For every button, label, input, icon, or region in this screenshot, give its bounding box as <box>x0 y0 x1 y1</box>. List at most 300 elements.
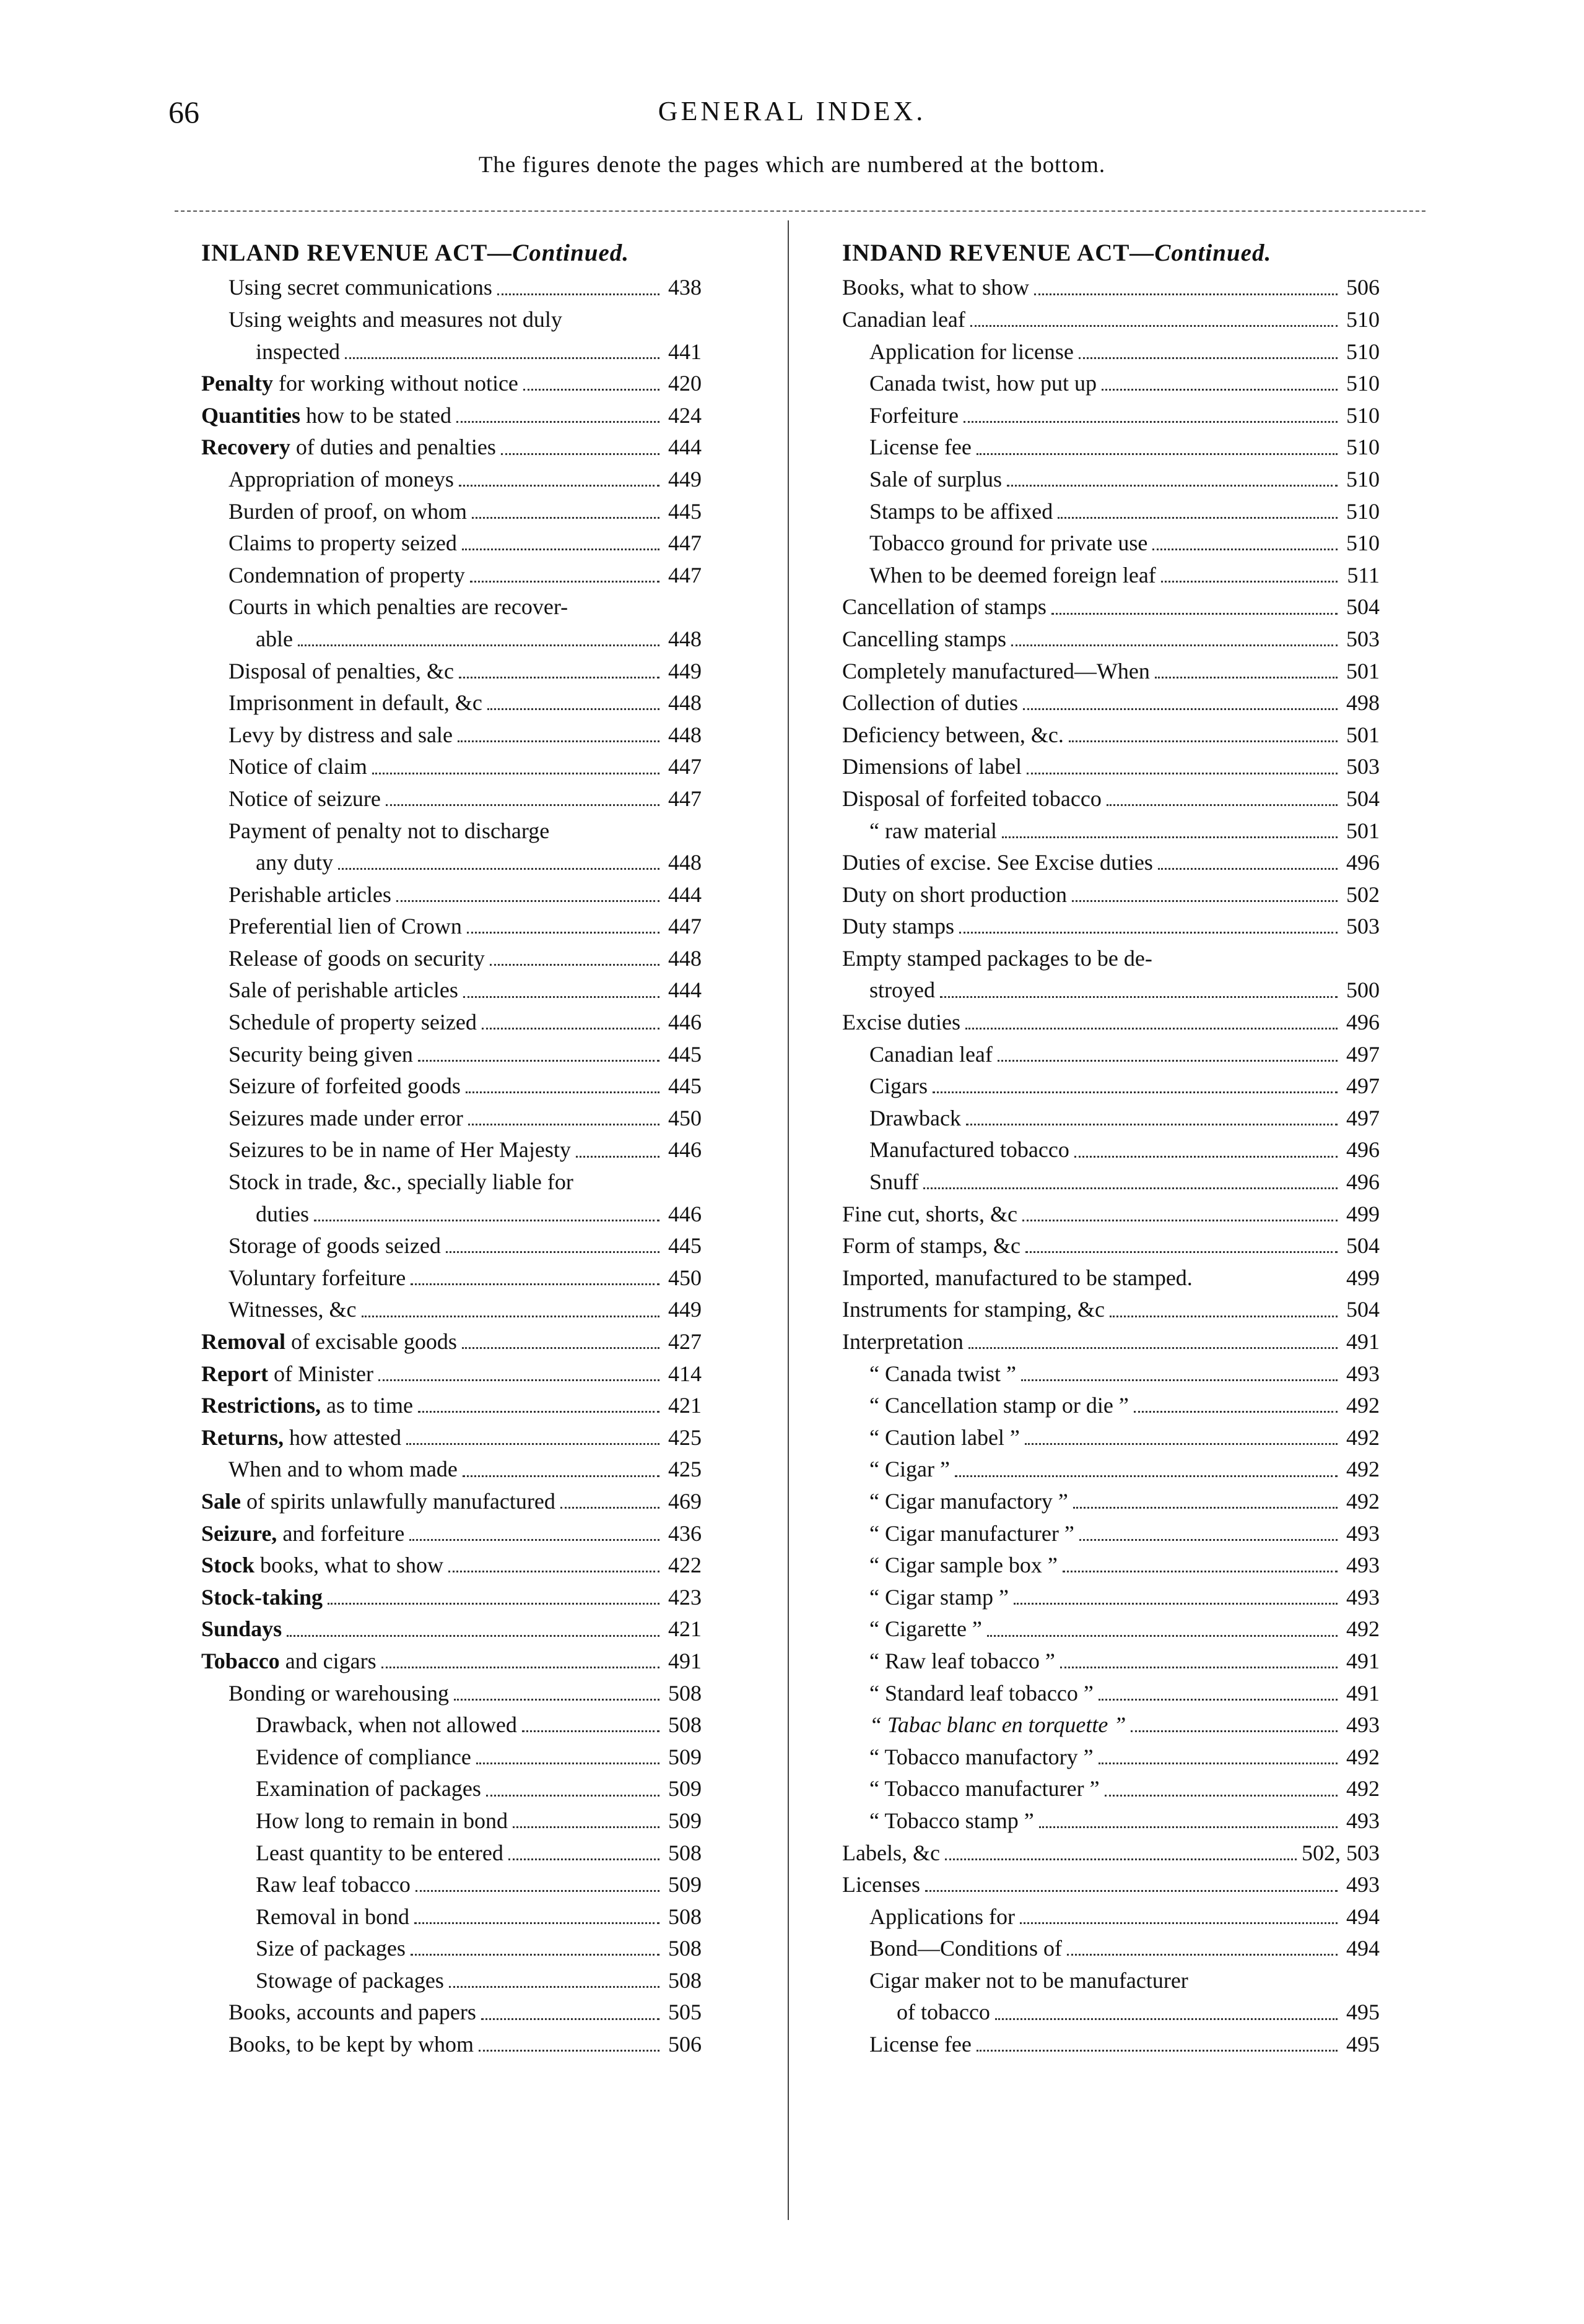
index-entry <box>201 940 702 972</box>
entry-label <box>228 1105 463 1132</box>
entry-label <box>256 1712 517 1738</box>
leader-dots <box>1105 1795 1338 1797</box>
entry-text: how to be stated <box>300 402 451 428</box>
index-entry <box>201 1228 702 1260</box>
right-column-heading <box>842 237 1380 269</box>
entry-text: Collection of duties <box>842 690 1018 716</box>
leader-dots <box>487 708 659 710</box>
leader-dots <box>508 1858 659 1860</box>
entry-page-number: 508 <box>668 1967 702 1993</box>
entry-page-number: 444 <box>668 978 702 1003</box>
leader-dots <box>1099 1763 1338 1764</box>
entry-label <box>228 1009 477 1036</box>
index-entry <box>842 1707 1380 1739</box>
entry-label <box>842 753 1022 780</box>
entry-text: Courts in which penalties are recover- <box>228 594 568 620</box>
leader-dots <box>378 1379 659 1381</box>
entry-page-number: 503 <box>1346 626 1380 651</box>
entry-page-number: 493 <box>1346 1712 1380 1738</box>
entry-page-number: 497 <box>1346 1041 1380 1067</box>
entry-page-number: 493 <box>1346 1361 1380 1386</box>
index-entry <box>201 844 702 877</box>
entry-page-number: 492 <box>1346 1744 1380 1769</box>
right-heading-main: INDAND REVENUE ACT <box>842 240 1130 266</box>
entry-text: Notice of claim <box>228 754 367 779</box>
entry-text: of spirits unlawfully manufactured <box>241 1488 555 1514</box>
entry-text: Cigars <box>869 1073 928 1099</box>
leader-dots <box>467 932 659 934</box>
entry-text: Removal in bond <box>256 1904 409 1929</box>
entry-page-number: 446 <box>668 1137 702 1163</box>
entry-label <box>201 434 496 461</box>
entry-page-number: 496 <box>1346 1137 1380 1163</box>
entry-page-number: 502, 503 <box>1302 1840 1380 1865</box>
entry-label <box>201 402 451 429</box>
index-entry <box>201 1068 702 1100</box>
entry-page-number: 510 <box>1346 531 1380 556</box>
index-entry <box>842 844 1380 877</box>
entry-keyword: Quantities <box>201 402 301 428</box>
entry-label <box>256 1776 481 1802</box>
entry-page-number: 491 <box>1346 1329 1380 1354</box>
entry-label <box>228 913 462 940</box>
entry-page-number: 493 <box>1346 1872 1380 1897</box>
index-entry <box>842 908 1380 940</box>
entry-label <box>869 1680 1094 1707</box>
entry-text: Drawback <box>869 1105 961 1130</box>
index-entry <box>842 1611 1380 1643</box>
entry-text: Applications for <box>869 1904 1015 1929</box>
leader-dots <box>1099 1699 1338 1701</box>
entry-label <box>201 1329 457 1355</box>
index-entry <box>842 1483 1380 1515</box>
entry-label <box>869 1584 1009 1611</box>
leader-dots <box>1079 1539 1338 1541</box>
entry-text: Examination of packages <box>256 1776 481 1802</box>
entry-page-number: 499 <box>1346 1265 1380 1290</box>
right-column <box>842 237 1380 2058</box>
leader-dots <box>1069 740 1338 742</box>
index-entry <box>201 621 702 653</box>
entry-text: “ Cigar manufacturer ” <box>869 1520 1074 1546</box>
entry-text: Cancellation of stamps <box>842 594 1047 620</box>
entry-text: Stamps to be affixed <box>869 498 1053 524</box>
entry-page-number: 506 <box>668 2032 702 2057</box>
entry-label <box>228 498 467 525</box>
entry-page-number: 510 <box>1346 435 1380 460</box>
entry-page-number: 494 <box>1346 1904 1380 1929</box>
leader-dots <box>1079 357 1338 359</box>
entry-page-number: 424 <box>668 402 702 428</box>
leader-dots <box>345 357 659 359</box>
index-entry <box>201 1451 702 1483</box>
entry-label <box>256 1744 471 1771</box>
entry-label <box>869 1456 950 1483</box>
entry-label <box>256 1935 406 1962</box>
entry-label <box>842 882 1067 908</box>
entry-page-number: 423 <box>668 1584 702 1610</box>
leader-dots <box>462 548 659 550</box>
entry-label <box>869 1967 1188 1994</box>
index-entry <box>842 2026 1380 2058</box>
entry-label <box>842 274 1029 301</box>
entry-page-number: 506 <box>1346 275 1380 300</box>
entry-page-number: 504 <box>1346 1297 1380 1322</box>
leader-dots <box>925 1890 1338 1892</box>
entry-label <box>228 658 454 685</box>
entry-page-number: 492 <box>1346 1488 1380 1514</box>
entry-label <box>228 1456 458 1483</box>
entry-label <box>842 1871 920 1898</box>
index-entry <box>842 493 1380 525</box>
index-entry <box>201 1099 702 1132</box>
index-entry <box>201 1259 702 1291</box>
index-entry <box>842 1898 1380 1930</box>
leader-dots <box>328 1603 659 1605</box>
entry-page-number: 504 <box>1346 786 1380 811</box>
left-heading-continued: —Continued. <box>487 240 630 266</box>
entry-text: “ Caution label ” <box>869 1424 1020 1450</box>
leader-dots <box>1025 1251 1338 1253</box>
leader-dots <box>964 421 1338 423</box>
index-entry <box>842 1994 1380 2026</box>
entry-page-number: 501 <box>1346 818 1380 843</box>
index-entry <box>842 1228 1380 1260</box>
entry-label <box>842 1009 960 1036</box>
entry-page-number: 499 <box>1346 1201 1380 1226</box>
entry-text: “ Cigarette ” <box>869 1616 982 1642</box>
entry-page-number: 425 <box>668 1424 702 1450</box>
entry-text: “ Tobacco stamp ” <box>869 1808 1034 1833</box>
entry-keyword: Sundays <box>201 1616 282 1642</box>
index-entry <box>842 621 1380 653</box>
entry-label <box>228 306 562 333</box>
entry-text: Books, to be kept by whom <box>228 2032 474 2057</box>
entry-text: Application for license <box>869 339 1074 364</box>
entry-text: Books, accounts and papers <box>228 2000 476 2025</box>
index-entry <box>842 1451 1380 1483</box>
leader-dots <box>1020 1922 1338 1924</box>
entry-page-number: 501 <box>1346 722 1380 747</box>
entry-page-number: 502 <box>1346 882 1380 907</box>
entry-page-number: 503 <box>1346 914 1380 939</box>
entry-text: Canadian leaf <box>842 307 965 332</box>
entry-text: and cigars <box>279 1648 376 1673</box>
entry-page-number: 504 <box>1346 1233 1380 1259</box>
left-column <box>201 237 702 2058</box>
entry-label <box>869 466 1002 493</box>
entry-page-number: 445 <box>668 1041 702 1067</box>
entry-page-number: 492 <box>1346 1457 1380 1482</box>
entry-label <box>256 1967 444 1994</box>
index-entry <box>201 781 702 813</box>
index-entry <box>842 812 1380 844</box>
index-entry <box>842 1195 1380 1228</box>
leader-dots <box>1102 389 1338 391</box>
index-entry <box>842 1515 1380 1547</box>
entry-label <box>256 339 340 365</box>
index-entry <box>201 876 702 908</box>
entry-label <box>256 1808 508 1834</box>
leader-dots <box>418 1411 659 1413</box>
entry-label <box>228 466 454 493</box>
leader-dots <box>476 1763 659 1764</box>
leader-dots <box>416 1890 659 1892</box>
entry-text: When and to whom made <box>228 1457 458 1482</box>
entry-page-number: 508 <box>668 1904 702 1929</box>
leader-dots <box>386 804 659 806</box>
entry-label <box>228 1233 441 1259</box>
entry-page-number: 436 <box>668 1520 702 1546</box>
index-entry <box>842 1324 1380 1356</box>
entry-label <box>228 562 465 589</box>
entry-label <box>869 1169 918 1195</box>
index-entry <box>842 1579 1380 1611</box>
index-entry <box>201 1994 702 2026</box>
entry-label <box>842 1201 1017 1228</box>
index-entry <box>201 685 702 717</box>
entry-text: Cigar maker not to be manufacturer <box>869 1967 1188 1993</box>
entry-text: Canada twist, how put up <box>869 371 1097 396</box>
entry-label <box>842 690 1018 716</box>
entry-text: License fee <box>869 435 972 460</box>
entry-text: Deficiency between, &c. <box>842 722 1064 747</box>
entry-page-number: 510 <box>1346 402 1380 428</box>
entry-label <box>869 1808 1034 1834</box>
entry-label <box>869 1648 1055 1675</box>
leader-dots <box>1158 868 1338 870</box>
entry-page-number: 492 <box>1346 1393 1380 1418</box>
entry-text: Disposal of penalties, &c <box>228 658 454 683</box>
entry-text: “ raw material <box>869 818 997 843</box>
index-entry <box>201 716 702 748</box>
leader-dots <box>940 996 1338 998</box>
entry-text: duties <box>256 1201 309 1226</box>
entry-label <box>869 1361 1016 1387</box>
leader-dots <box>409 1539 659 1541</box>
entry-text: Books, what to show <box>842 275 1030 300</box>
index-entry <box>842 557 1380 589</box>
entry-page-number: 448 <box>668 722 702 747</box>
entry-page-number: 491 <box>1346 1680 1380 1706</box>
index-entry <box>201 1962 702 1994</box>
entry-page-number: 469 <box>668 1488 702 1514</box>
entry-page-number: 444 <box>668 882 702 907</box>
entry-text: Duty on short production <box>842 882 1067 907</box>
leader-dots <box>314 1220 659 1221</box>
index-entry <box>842 1771 1380 1803</box>
index-entry <box>201 1291 702 1324</box>
entry-page-number: 445 <box>668 498 702 524</box>
entry-page-number: 496 <box>1346 850 1380 875</box>
entry-page-number: 421 <box>668 1616 702 1642</box>
entry-text: Witnesses, &c <box>228 1297 357 1322</box>
entry-page-number: 508 <box>668 1840 702 1865</box>
entry-text: Disposal of forfeited tobacco <box>842 786 1102 811</box>
leader-dots <box>479 2050 659 2052</box>
entry-label <box>869 1105 961 1132</box>
entry-page-number: 495 <box>1346 2032 1380 2057</box>
entry-page-number: 493 <box>1346 1520 1380 1546</box>
leader-dots <box>472 517 659 519</box>
entry-page-number: 510 <box>1346 371 1380 396</box>
right-heading-continued: —Continued. <box>1129 240 1272 266</box>
leader-dots <box>1067 1954 1338 1956</box>
index-entry <box>201 812 702 844</box>
index-entry <box>201 429 702 461</box>
entry-page-number: 492 <box>1346 1616 1380 1642</box>
entry-label <box>228 1999 476 2026</box>
leader-dots <box>418 1060 659 1062</box>
index-entry <box>201 1419 702 1451</box>
index-entry <box>201 1195 702 1228</box>
entry-text: Stowage of packages <box>256 1967 444 1993</box>
entry-text: Appropriation of moneys <box>228 466 454 492</box>
entry-text: Excise duties <box>842 1010 960 1035</box>
entry-text: Imported, manufactured to be stamped. <box>842 1265 1193 1290</box>
leader-dots <box>965 1028 1338 1030</box>
index-entry <box>201 748 702 781</box>
entry-text: Seizures to be in name of Her Majesty <box>228 1137 571 1163</box>
entry-label <box>869 339 1074 365</box>
index-entry <box>201 1355 702 1387</box>
column-divider <box>788 220 789 2220</box>
entry-text: Raw leaf tobacco <box>256 1872 411 1897</box>
index-entry <box>201 301 702 334</box>
entry-page-number: 508 <box>668 1680 702 1706</box>
entry-text: Security being given <box>228 1041 413 1067</box>
entry-label <box>228 2031 474 2058</box>
entry-label <box>201 1424 401 1451</box>
index-entry <box>201 653 702 685</box>
leader-dots <box>968 1347 1338 1349</box>
index-entry <box>842 653 1380 685</box>
index-entry <box>201 1387 702 1420</box>
entry-label <box>201 1520 404 1547</box>
entry-page-number: 427 <box>668 1329 702 1354</box>
entry-page-number: 508 <box>668 1936 702 1961</box>
index-entry <box>842 1867 1380 1899</box>
entry-text: “ Cigar manufactory ” <box>869 1488 1068 1514</box>
entry-text: of excisable goods <box>285 1329 457 1354</box>
leader-dots <box>486 1795 659 1797</box>
entry-label <box>201 1361 373 1387</box>
entry-text: Using secret communications <box>228 275 492 300</box>
entry-label <box>201 1584 323 1611</box>
entry-page-number: 421 <box>668 1393 702 1418</box>
entry-text: Imprisonment in default, &c <box>228 690 482 716</box>
entry-text: “ Canada twist ” <box>869 1361 1016 1386</box>
entry-text: Burden of proof, on whom <box>228 498 467 524</box>
entry-text: any duty <box>256 850 333 875</box>
entry-text: Schedule of property seized <box>228 1010 477 1035</box>
index-entry <box>201 1579 702 1611</box>
entry-label <box>228 530 457 557</box>
index-entry <box>201 1834 702 1867</box>
index-entry <box>842 685 1380 717</box>
leader-dots <box>449 1986 659 1988</box>
entry-keyword: Returns, <box>201 1424 284 1450</box>
entry-keyword: Report <box>201 1361 268 1386</box>
entry-text: “ Cigar sample box ” <box>869 1553 1058 1578</box>
entry-page-number: 420 <box>668 371 702 396</box>
entry-page-number: 446 <box>668 1010 702 1035</box>
index-entry <box>842 1099 1380 1132</box>
entry-label <box>869 562 1156 589</box>
entry-label <box>869 1137 1069 1163</box>
entry-page-number: 492 <box>1346 1776 1380 1802</box>
leader-dots <box>1074 1156 1338 1158</box>
entry-text: Canadian leaf <box>869 1041 993 1067</box>
index-entry <box>842 589 1380 621</box>
leader-dots <box>490 964 659 966</box>
index-entry <box>842 1068 1380 1100</box>
entry-page-number: 510 <box>1346 339 1380 364</box>
index-entry <box>842 1036 1380 1068</box>
leader-dots <box>1107 804 1338 806</box>
entry-page-number: 441 <box>668 339 702 364</box>
entry-keyword: Removal <box>201 1329 285 1354</box>
entry-page-number: 498 <box>1346 690 1380 716</box>
entry-label <box>842 1296 1105 1323</box>
entry-text: Voluntary forfeiture <box>228 1265 406 1290</box>
index-entry <box>842 525 1380 557</box>
leader-dots <box>411 1283 659 1285</box>
entry-page-number: 496 <box>1346 1010 1380 1035</box>
leader-dots <box>1073 1507 1338 1509</box>
entry-page-number: 448 <box>668 626 702 651</box>
entry-text: When to be deemed foreign leaf <box>869 562 1156 588</box>
entry-label <box>869 1776 1100 1802</box>
header-rule <box>175 210 1425 212</box>
leader-dots <box>414 1922 659 1924</box>
entry-label <box>201 1648 376 1675</box>
entry-label <box>256 626 293 653</box>
entry-label <box>869 2031 972 2058</box>
index-entry <box>842 940 1380 972</box>
leader-dots <box>970 325 1338 327</box>
entry-label <box>201 1552 443 1579</box>
leader-dots <box>1110 1316 1338 1317</box>
entry-page-number: 491 <box>668 1648 702 1673</box>
entry-text: of duties and penalties <box>290 435 496 460</box>
leader-dots <box>1060 1667 1338 1668</box>
entry-text: of Minister <box>268 1361 373 1386</box>
entry-label <box>201 370 518 397</box>
leader-dots <box>1039 1826 1338 1828</box>
leader-dots <box>1058 517 1338 519</box>
leader-dots <box>466 1091 659 1093</box>
entry-page-number: 496 <box>1346 1169 1380 1195</box>
entry-page-number: 494 <box>1346 1936 1380 1961</box>
entry-label <box>869 402 959 429</box>
entry-page-number: 447 <box>668 786 702 811</box>
leader-dots <box>411 1954 659 1956</box>
entry-text: Completely manufactured—When <box>842 658 1150 683</box>
entry-page-number: 450 <box>668 1105 702 1130</box>
entry-keyword: Penalty <box>201 371 273 396</box>
entry-label <box>869 1935 1062 1962</box>
entry-label <box>842 306 965 333</box>
entry-label <box>842 786 1102 812</box>
leader-dots <box>501 453 659 455</box>
leader-dots <box>482 1028 659 1030</box>
index-entry <box>842 781 1380 813</box>
leader-dots <box>454 1699 659 1701</box>
index-entry <box>201 2026 702 2058</box>
leader-dots <box>463 1475 659 1477</box>
index-entry <box>842 1930 1380 1962</box>
